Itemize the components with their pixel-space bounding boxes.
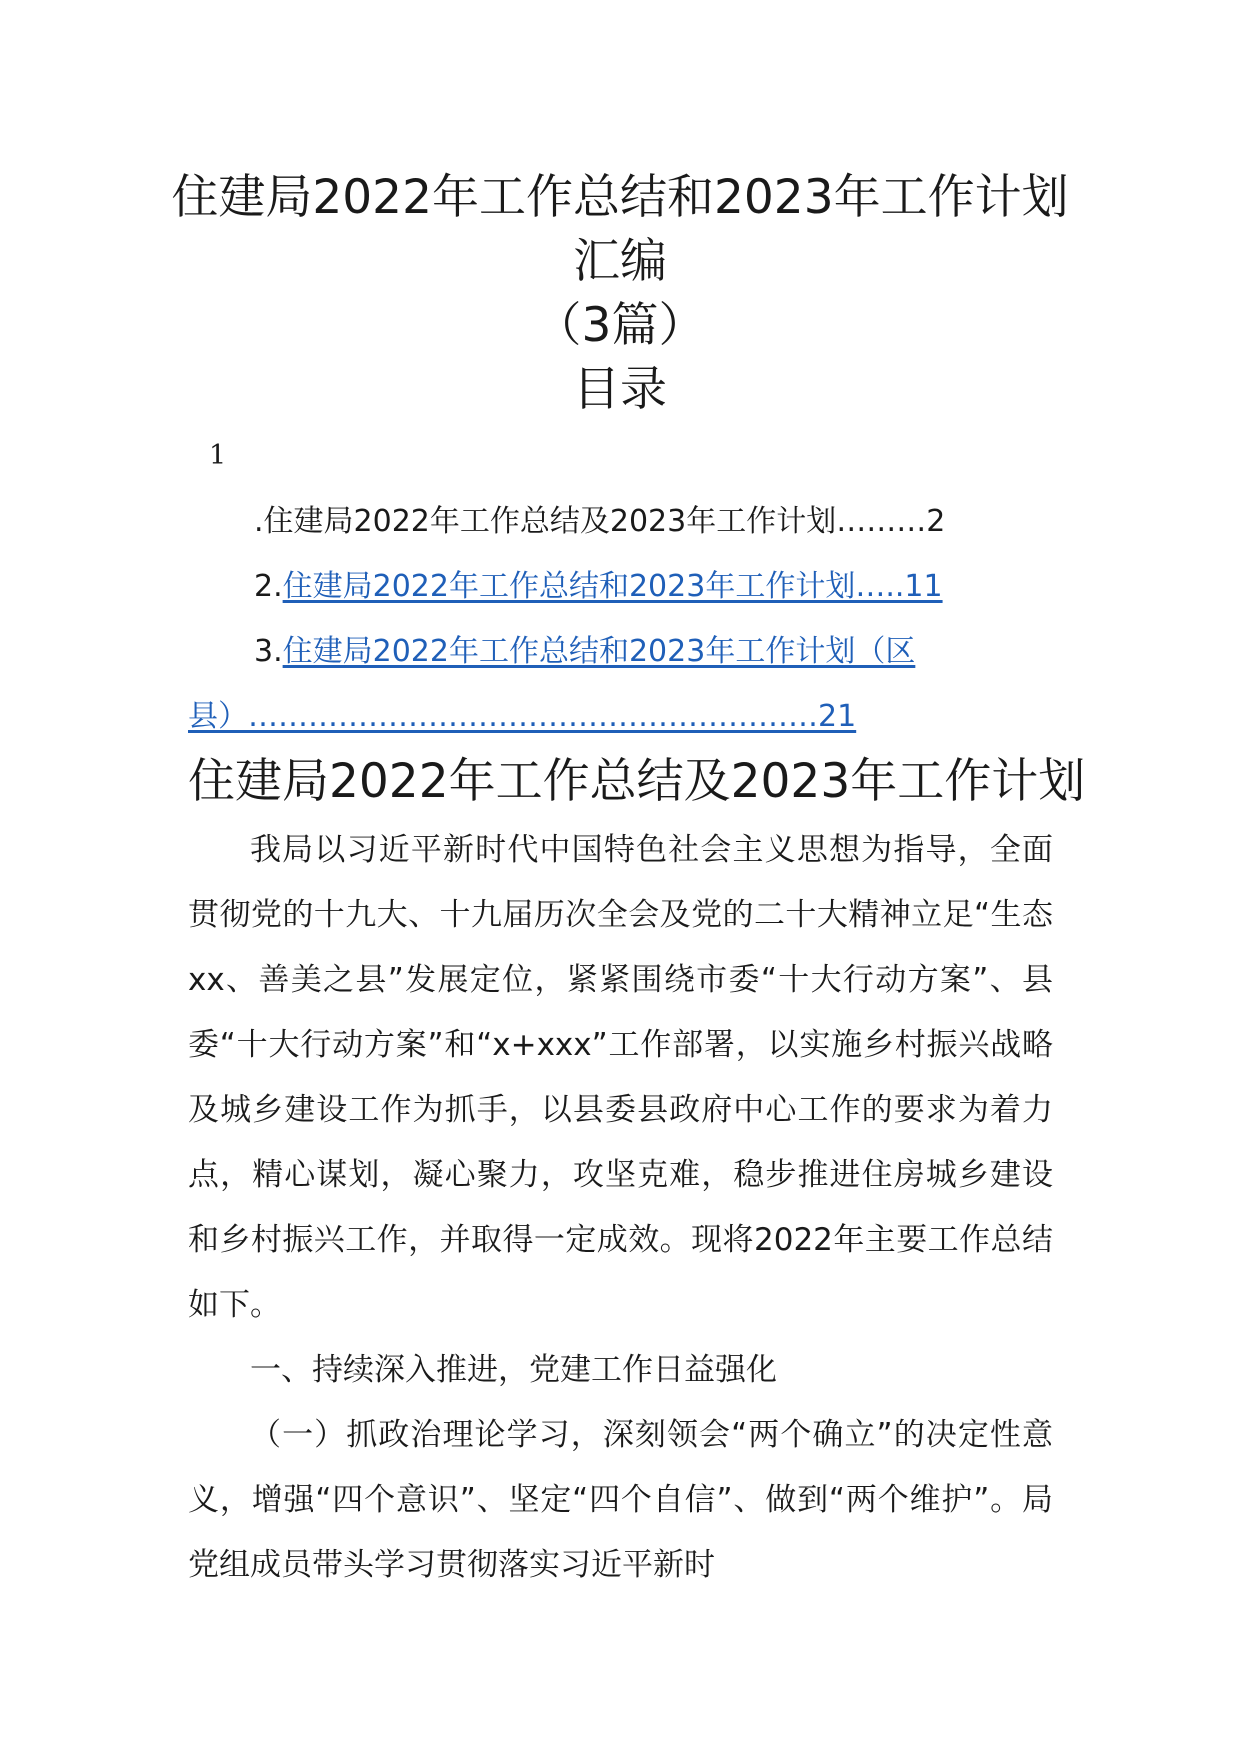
toc-item-3-continued — [188, 697, 1053, 737]
document-title-count: （3篇） — [534, 298, 706, 353]
subsection-paragraph-1: （一）抓政治理论学习，深刻领会“两个确立”的决定性意义，增强“四个意识”、坚定“四个自信”、做到“两个维护”。局党组成员带头学习贯彻落实习近平新时 — [188, 1417, 1053, 1583]
toc-item-2-link[interactable]: 住建局2022年工作总结和2023年工作计划…..11 — [282, 569, 943, 604]
document-title-line1: 住建局2022年工作总结和2023年工作计划 — [171, 170, 1069, 225]
intro-paragraph: 我局以习近平新时代中国特色社会主义思想为指导，全面贯彻党的十九大、十九届历次全会及党的二十大精神立足“生态xx、善美之县”发展定位，紧紧围绕市委“十大行动方案”、县委“十大行动方案”和“x+xxx”工作部署，以实施乡村振兴战略及城乡建设工作为抓手，以县委县政府中心工作的要求为着力点，精心谋划，凝心聚力，攻坚克难，稳步推进住房城乡建设和乡村振兴工作，并取得一定成效。现将2022年主要工作总结如下。 — [188, 832, 1053, 1323]
toc-item-3-link-continued[interactable]: 县）…………………………………………………21 — [188, 699, 857, 734]
toc-heading: 目录 — [573, 362, 667, 417]
toc-number: 1 — [209, 440, 227, 471]
toc-item-2-prefix: 2. — [254, 569, 283, 604]
toc-item-1: .住建局2022年工作总结及2023年工作计划………2 — [254, 504, 946, 539]
section-heading-1: 一、持续深入推进，党建工作日益强化 — [250, 1352, 777, 1388]
toc-item-3-link[interactable]: 住建局2022年工作总结和2023年工作计划（区 — [282, 634, 916, 669]
toc-item-3 — [188, 632, 1053, 672]
toc-item-2 — [188, 567, 1053, 607]
toc-item-3-prefix: 3. — [254, 634, 283, 669]
section-title: 住建局2022年工作总结及2023年工作计划 — [188, 754, 1086, 809]
document-title-line2: 汇编 — [573, 234, 667, 289]
